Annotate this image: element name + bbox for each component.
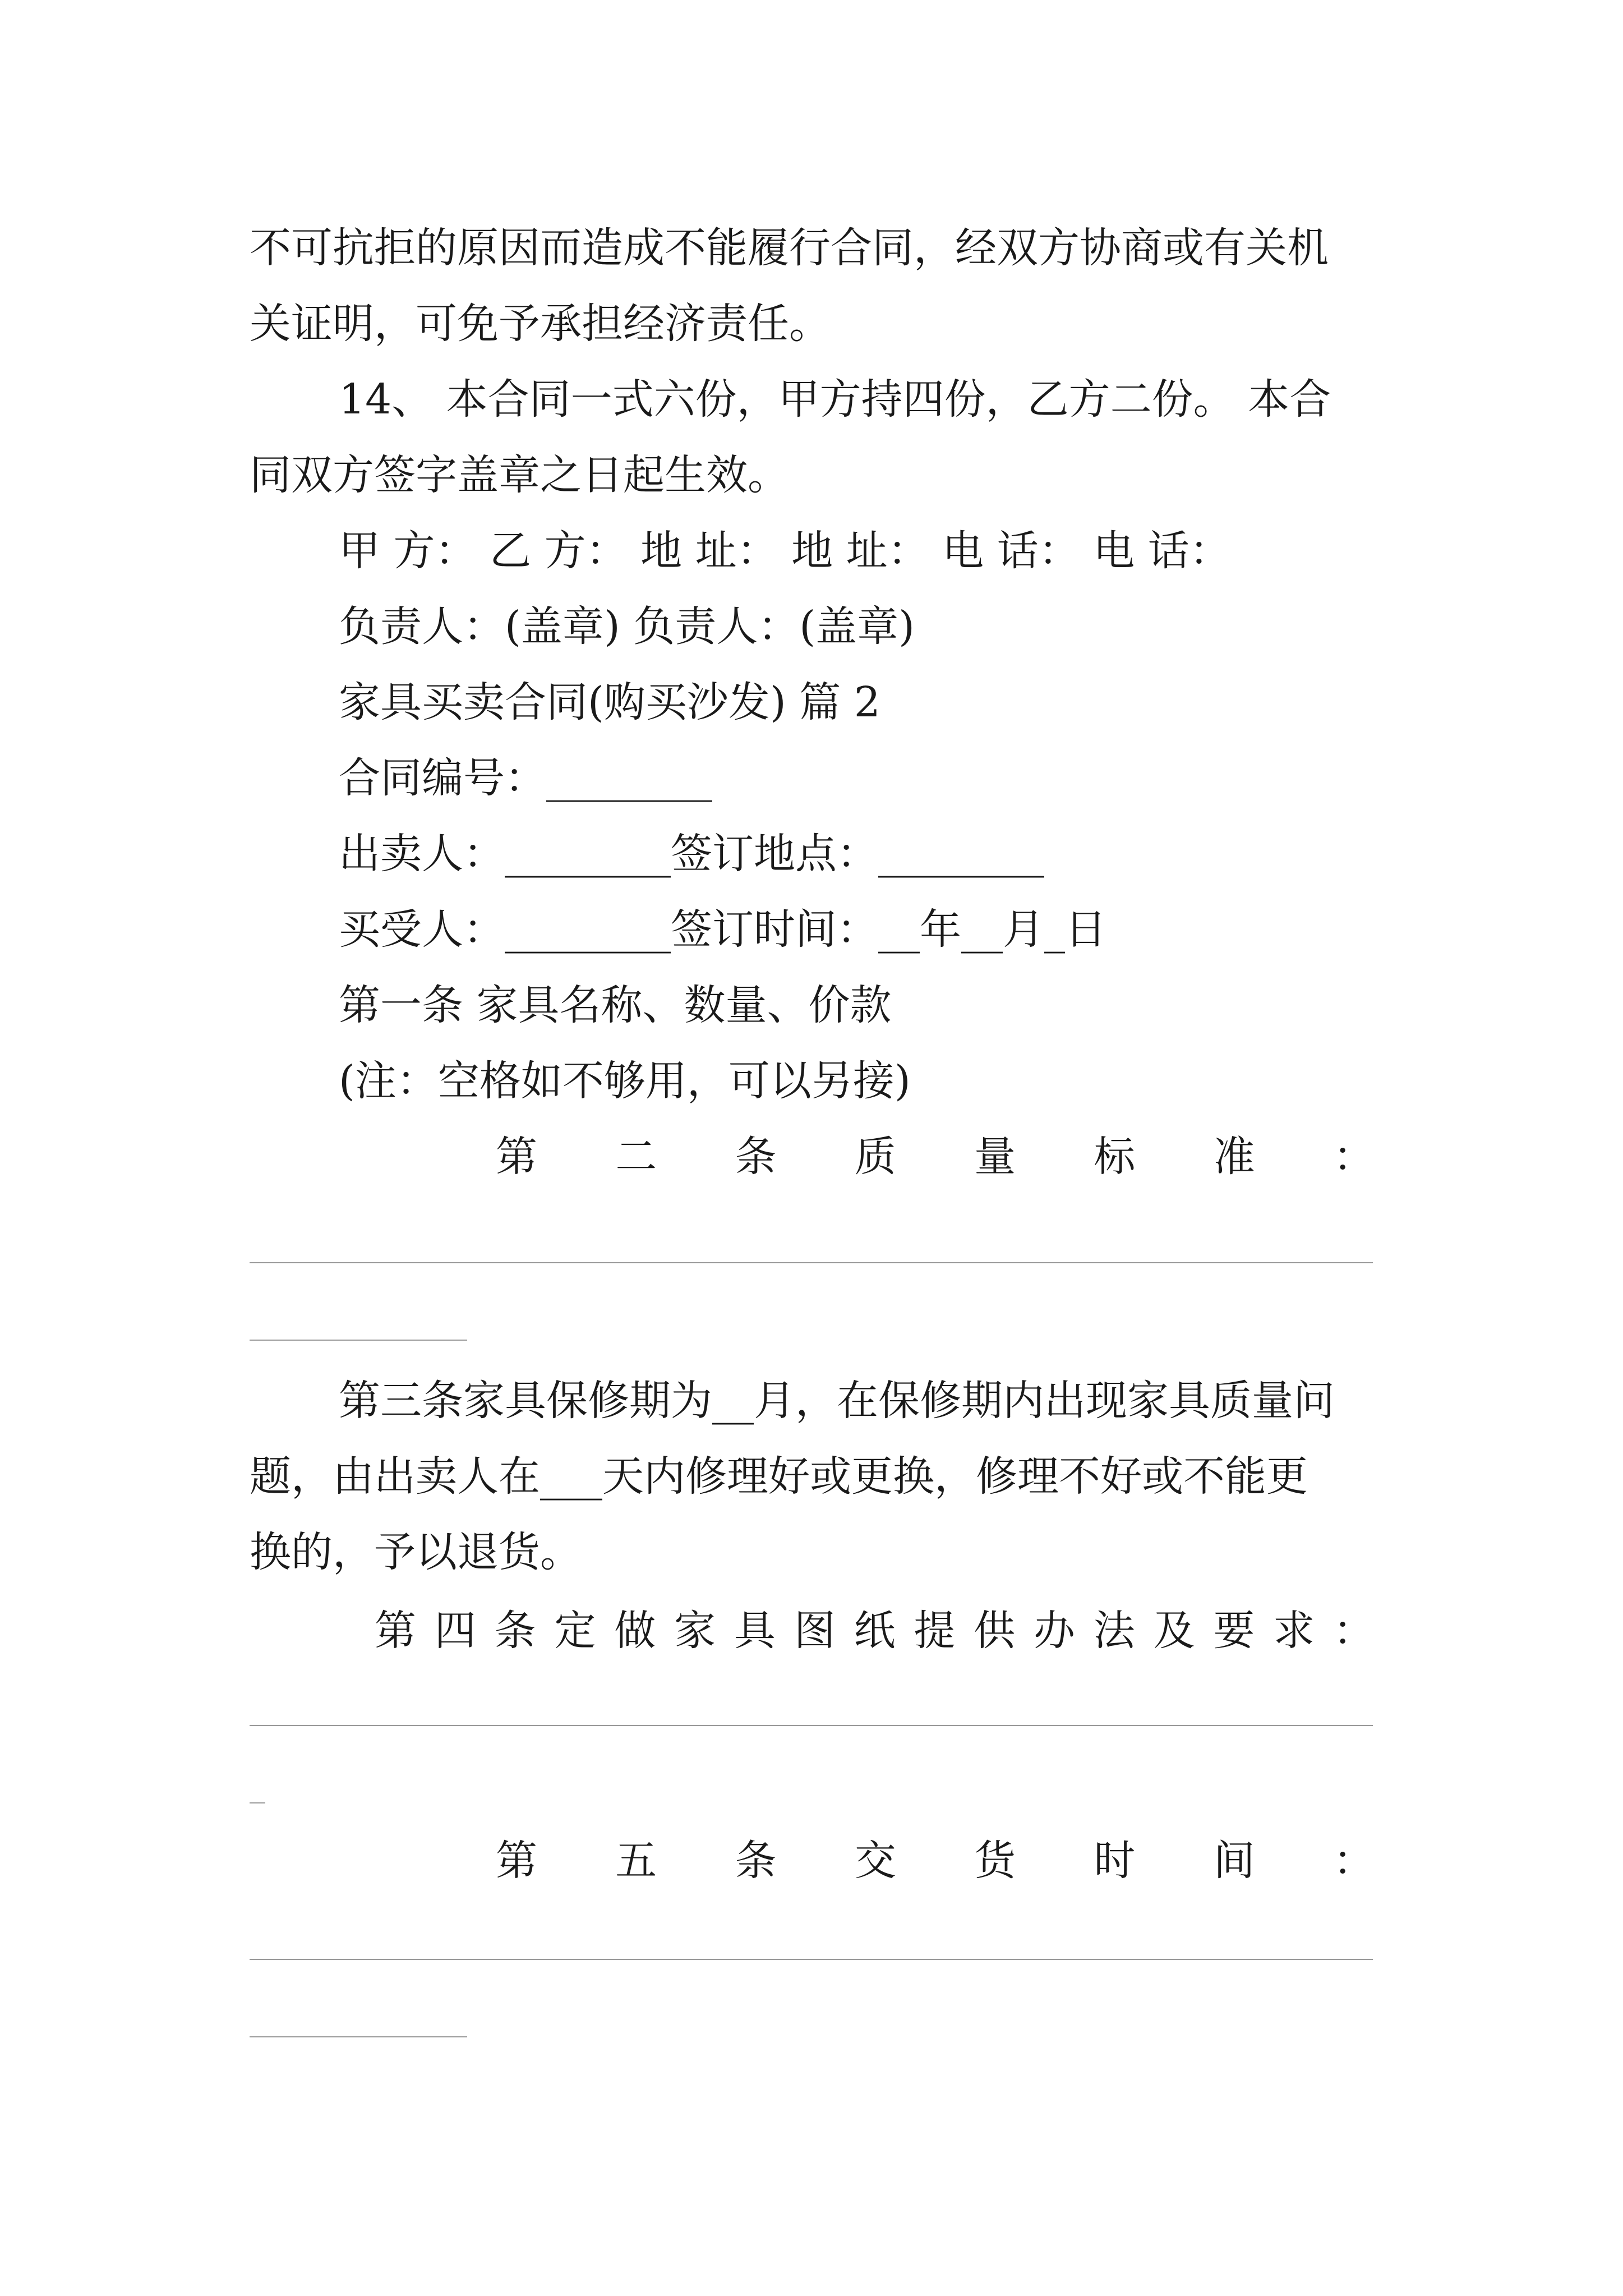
article-4-char: ： (1333, 1607, 1375, 1655)
signatory-line: 负责人：(盖章) 负责人：(盖章) (339, 602, 915, 651)
article-4-char: 要 (1213, 1607, 1255, 1655)
article-2-char: 量 (974, 1133, 1016, 1181)
blank-fill-line (250, 1725, 1373, 1726)
article-5-char: ： (1332, 1837, 1375, 1885)
blank-fill-line (250, 1802, 265, 1803)
article-4-char: 做 (614, 1607, 656, 1655)
article-5-char: 五 (615, 1837, 657, 1885)
article-2-char: 二 (615, 1133, 657, 1181)
article-4-char: 纸 (854, 1607, 896, 1655)
body-line: 不可抗拒的原因而造成不能履行合同，经双方协商或有关机 (250, 224, 1329, 272)
article-5-char: 时 (1094, 1837, 1136, 1885)
article-5-heading (496, 1837, 1375, 1885)
blank-fill-line (250, 1262, 1373, 1263)
article-4-char: 图 (794, 1607, 836, 1655)
article-3-line: 第三条家具保修期为__月，在保修期内出现家具质量问 (339, 1377, 1335, 1425)
blank-fill-line (250, 2036, 467, 2037)
article-2-char: 质 (854, 1133, 896, 1181)
article-4-char: 具 (734, 1607, 776, 1655)
article-4-char: 第 (375, 1607, 416, 1655)
article-2-char: 第 (496, 1133, 537, 1181)
article-4-char: 求 (1273, 1607, 1315, 1655)
blank-fill-line (250, 1959, 1373, 1960)
clause-14-line: 14、 本合同一式六份，甲方持四份，乙方二份。 本合 (339, 375, 1331, 424)
article-4-heading (375, 1607, 1375, 1655)
section-title: 家具买卖合同(购买沙发) 篇 2 (339, 678, 880, 726)
article-3-line: 题，由出卖人在___天内修理好或更换，修理不好或不能更 (250, 1452, 1308, 1501)
article-4-char: 法 (1093, 1607, 1135, 1655)
article-2-char: ： (1332, 1133, 1375, 1181)
buyer-line: 买受人：________签订时间：__年__月_日 (339, 905, 1106, 954)
body-line: 同双方签字盖章之日起生效。 (250, 451, 789, 499)
article-2-char: 准 (1213, 1133, 1255, 1181)
article-4-char: 及 (1153, 1607, 1195, 1655)
article-2-heading (496, 1133, 1375, 1181)
article-1-heading: 第一条 家具名称、数量、价款 (339, 981, 892, 1029)
article-3-line: 换的，予以退货。 (250, 1528, 582, 1576)
article-5-char: 间 (1213, 1837, 1255, 1885)
contract-number-line: 合同编号：________ (339, 754, 712, 802)
party-fields-line: 甲 方： 乙 方： 地 址： 地 址： 电 话： 电 话： (339, 527, 1231, 575)
article-5-char: 交 (854, 1837, 896, 1885)
article-4-char: 四 (434, 1607, 476, 1655)
blank-fill-line (250, 1340, 467, 1341)
article-4-char: 供 (974, 1607, 1016, 1655)
article-4-char: 定 (554, 1607, 596, 1655)
seller-line: 出卖人：________签订地点：________ (339, 830, 1044, 878)
article-5-char: 条 (735, 1837, 777, 1885)
body-line: 关证明，可免予承担经济责任。 (250, 300, 831, 348)
note-line: (注：空格如不够用，可以另接) (339, 1057, 911, 1105)
article-4-char: 提 (914, 1607, 956, 1655)
article-4-char: 家 (674, 1607, 716, 1655)
article-4-char: 办 (1033, 1607, 1075, 1655)
article-5-char: 货 (974, 1837, 1016, 1885)
article-5-char: 第 (496, 1837, 537, 1885)
article-2-char: 标 (1094, 1133, 1136, 1181)
article-4-char: 条 (494, 1607, 536, 1655)
article-2-char: 条 (735, 1133, 777, 1181)
